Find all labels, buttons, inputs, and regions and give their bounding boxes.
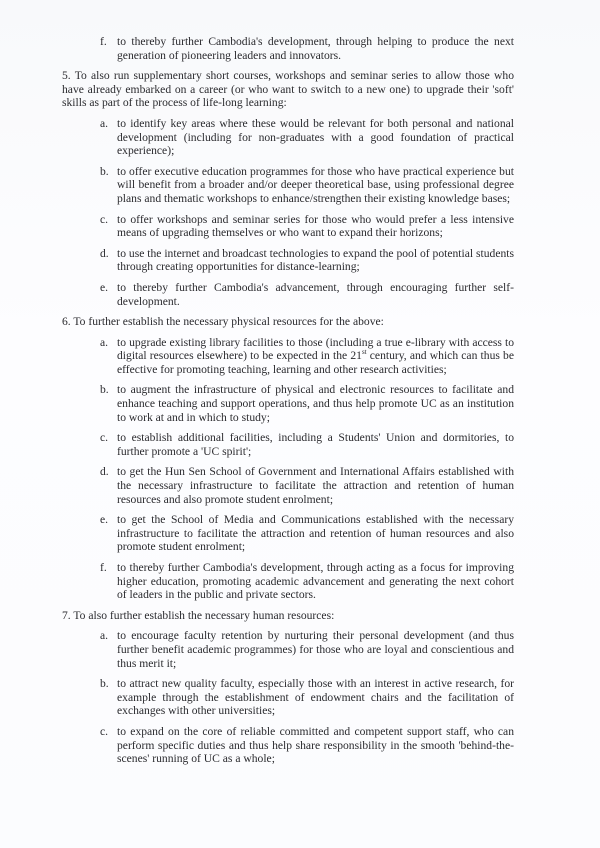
item-label: a. bbox=[100, 116, 109, 130]
item-label: c. bbox=[100, 431, 109, 445]
item-text: to encourage faculty retention by nurturing their personal development (and thus further benefit academic programmes) for those who are loyal and conscientious and thus merit it; bbox=[117, 629, 514, 670]
item-label: f. bbox=[100, 35, 107, 48]
item-text: to establish additional facilities, including a Students' Union and dormitories, to further promote a 'UC spirit'; bbox=[117, 431, 514, 458]
list-item bbox=[62, 465, 514, 506]
item-text: to augment the infrastructure of physical and electronic resources to facilitate and enhance teaching and support operations, and thus help promote UC as an institution to work at and in which to study; bbox=[117, 383, 514, 424]
list-item bbox=[62, 677, 514, 718]
item-text-part: to upgrade existing library facilities to those (including a true e-library with access to digital resources elsewhere) to be expected in the 21 bbox=[117, 335, 514, 363]
item-text: to identify key areas where these would be relevant for both personal and national development (including for non-graduates with a good foundation of practical experience); bbox=[117, 116, 514, 158]
item-label: e. bbox=[100, 513, 109, 527]
list-item bbox=[62, 383, 514, 424]
list-item bbox=[62, 431, 514, 458]
ordinal-superscript: st bbox=[361, 348, 367, 357]
list-item bbox=[62, 247, 514, 274]
list-item bbox=[62, 281, 514, 308]
list-item bbox=[62, 629, 514, 670]
item-label: c. bbox=[100, 212, 109, 226]
document-body bbox=[62, 35, 514, 773]
item-text: to offer executive education programmes for those who have practical experience but will benefit from a broader and/or deeper theoretical base, using professional degree plans and thematic workshops to enhance/strengthen their existing knowledge bases; bbox=[117, 164, 514, 205]
item-label: b. bbox=[100, 677, 109, 691]
list-item bbox=[62, 513, 514, 554]
item-label: b. bbox=[100, 383, 109, 397]
item-text-part: century, and which can thus be effective for promoting teaching, learning and other research activities; bbox=[117, 349, 514, 376]
section-5-heading: 5. To also run supplementary short courses, workshops and seminar series to allow those who have already embarked on a career (or who want to switch to a new one) to upgrade their 'soft' skills as part of the process of life-long learning: bbox=[62, 69, 514, 110]
item-text: to get the Hun Sen School of Government and International Affairs established with the necessary infrastructure to facilitate the attraction and retention of human resources and also promote student enrolment; bbox=[117, 465, 514, 506]
item-text: to attract new quality faculty, especially those with an interest in active research, for example through the establishment of endowment chairs and the facilitation of exchanges with other universities; bbox=[117, 677, 514, 718]
item-text: to offer workshops and seminar series for those who would prefer a less intensive means of upgrading themselves or who want to expand their horizons; bbox=[117, 212, 514, 240]
section-6-heading: 6. To further establish the necessary physical resources for the above: bbox=[62, 315, 384, 329]
list-item bbox=[62, 213, 514, 240]
section-7-heading: 7. To also further establish the necessary human resources: bbox=[62, 608, 335, 622]
item-text: to use the internet and broadcast technologies to expand the pool of potential students through creating opportunities for distance-learning; bbox=[117, 246, 514, 274]
item-label: b. bbox=[100, 164, 109, 178]
item-text: to expand on the core of reliable committed and competent support staff, who can perform specific duties and thus help share responsibility in the smooth 'behind-the-scenes' running of UC as a whole; bbox=[117, 724, 514, 766]
item-text: to thereby further Cambodia's advancement, through encouraging further self- development. bbox=[117, 280, 514, 308]
item-label: d. bbox=[100, 246, 109, 260]
item-label: f. bbox=[100, 561, 107, 574]
item-label: a. bbox=[100, 629, 109, 643]
list-item bbox=[62, 336, 514, 377]
item-text: to get the School of Media and Communications established with the necessary infrastructure to facilitate the attraction and retention of human resources and also promote student enrolment; bbox=[117, 513, 514, 554]
list-item bbox=[62, 165, 514, 206]
item-label: d. bbox=[100, 465, 109, 479]
item-text: to thereby further Cambodia's development, through acting as a focus for improving higher education, promoting academic advancement and generating the next cohort of leaders in the public and private sectors. bbox=[117, 561, 514, 602]
item-label: c. bbox=[100, 724, 109, 738]
item-text: to thereby further Cambodia's development, through helping to produce the next generation of pioneering leaders and innovators. bbox=[117, 35, 514, 62]
list-item bbox=[62, 561, 514, 602]
list-item bbox=[62, 725, 514, 766]
list-item bbox=[62, 117, 514, 158]
item-text bbox=[117, 336, 514, 376]
item-label: e. bbox=[100, 280, 109, 294]
list-item bbox=[62, 35, 514, 62]
item-label: a. bbox=[100, 335, 109, 349]
